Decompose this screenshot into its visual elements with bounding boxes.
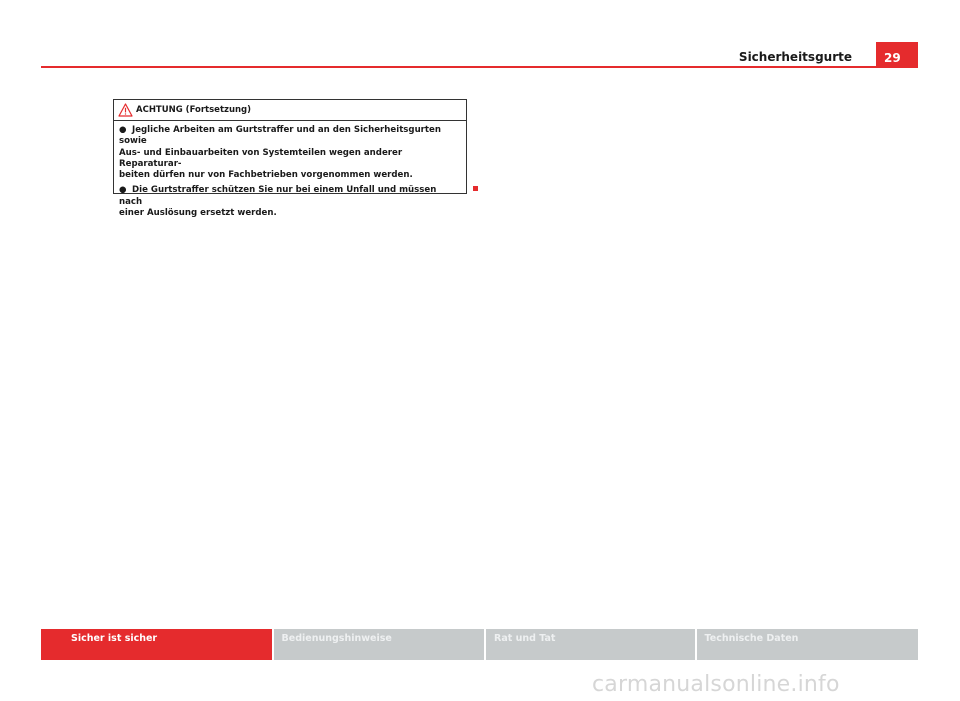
warning-box: [113, 99, 467, 219]
footer-nav: [41, 629, 918, 660]
section-end-marker: [473, 186, 478, 191]
warning-header: [114, 100, 466, 121]
warning-item-1: [119, 125, 460, 181]
warning-line: Aus- und Einbauarbeiten von Systemteilen wegen anderer Reparaturar-: [119, 147, 403, 169]
warning-title: ACHTUNG (Fortsetzung): [136, 105, 252, 115]
bullet-icon: ●: [119, 185, 127, 196]
footer-tab-bedienungshinweise[interactable]: Bedienungshinweise: [274, 629, 485, 660]
warning-line: Die Gurtstraffer schützen Sie nur bei einem Unfall und müssen nach: [119, 185, 437, 207]
page-number-box: [876, 42, 918, 68]
section-title: Sicherheitsgurte: [738, 50, 852, 64]
warning-body: [114, 121, 466, 219]
bullet-icon: ●: [119, 125, 127, 135]
footer-tab-rat-und-tat[interactable]: Rat und Tat: [486, 629, 695, 660]
footer-tab-sicher-ist-sicher[interactable]: Sicher ist sicher: [41, 629, 272, 660]
warning-item-2: [119, 185, 460, 219]
watermark: carmanualsonline.info: [592, 672, 840, 697]
header-rule: [41, 66, 918, 68]
warning-line: einer Auslösung ersetzt werden.: [119, 208, 277, 219]
warning-line: Jegliche Arbeiten am Gurtstraffer und an den Sicherheitsgurten sowie: [119, 125, 441, 147]
warning-line: beiten dürfen nur von Fachbetrieben vorgenommen werden.: [119, 170, 413, 181]
warning-triangle-icon: [118, 103, 133, 117]
footer-tab-technische-daten[interactable]: Technische Daten: [697, 629, 918, 660]
page-number: 29: [884, 51, 901, 65]
